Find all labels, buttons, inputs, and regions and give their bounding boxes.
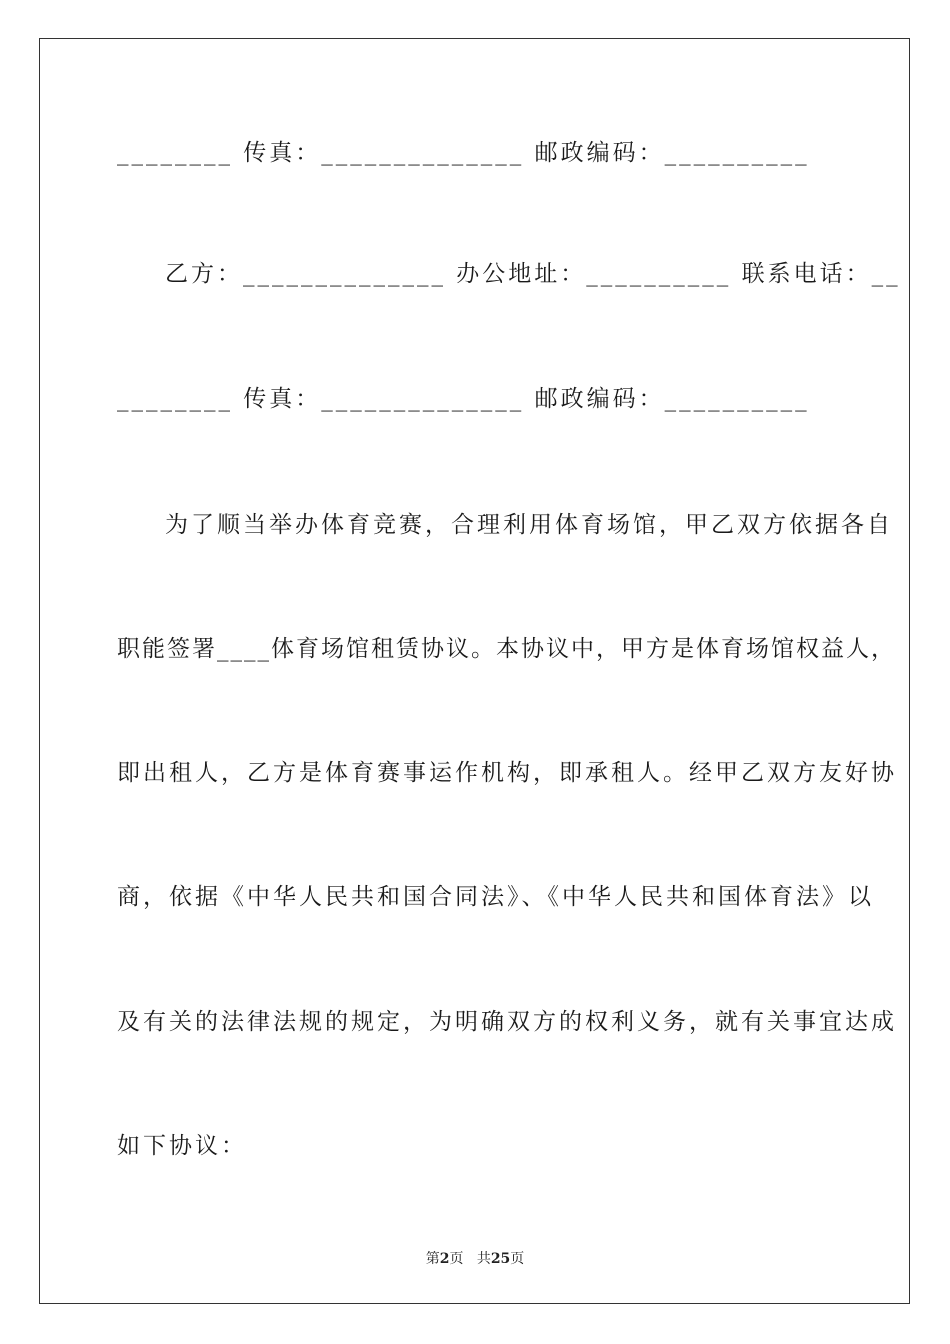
paragraph-line: 商，依据《中华人民共和国合同法》、《中华人民共和国体育法》以 [117, 884, 874, 910]
footer-total-suffix: 页 [510, 1251, 525, 1267]
paragraph-line: 如下协议： [117, 1133, 247, 1159]
footer-current-page: 2 [439, 1251, 450, 1267]
footer-total-prefix: 共 [476, 1251, 491, 1267]
contact-line-party-b-fax: ________ 传真：______________ 邮政编码：__________ [117, 386, 810, 412]
contact-line-party-b: 乙方：______________ 办公地址：__________ 联系电话：__ [165, 261, 901, 287]
contact-line-party-a-fax: ________ 传真：______________ 邮政编码：__________ [117, 140, 810, 166]
footer-page-suffix: 页 [449, 1251, 464, 1267]
page-border [39, 38, 910, 1304]
paragraph-line: 即出租人，乙方是体育赛事运作机构，即承租人。经甲乙双方友好协 [117, 760, 897, 786]
page-footer [0, 1248, 950, 1268]
paragraph-line: 及有关的法律法规的规定，为明确双方的权利义务，就有关事宜达成 [117, 1009, 897, 1035]
paragraph-line: 为了顺当举办体育竞赛，合理利用体育场馆，甲乙双方依据各自 [165, 512, 893, 538]
footer-total-pages: 25 [490, 1251, 511, 1267]
footer-page-prefix: 第 [425, 1251, 440, 1267]
paragraph-line: 职能签署____体育场馆租赁协议。本协议中，甲方是体育场馆权益人， [117, 636, 896, 662]
